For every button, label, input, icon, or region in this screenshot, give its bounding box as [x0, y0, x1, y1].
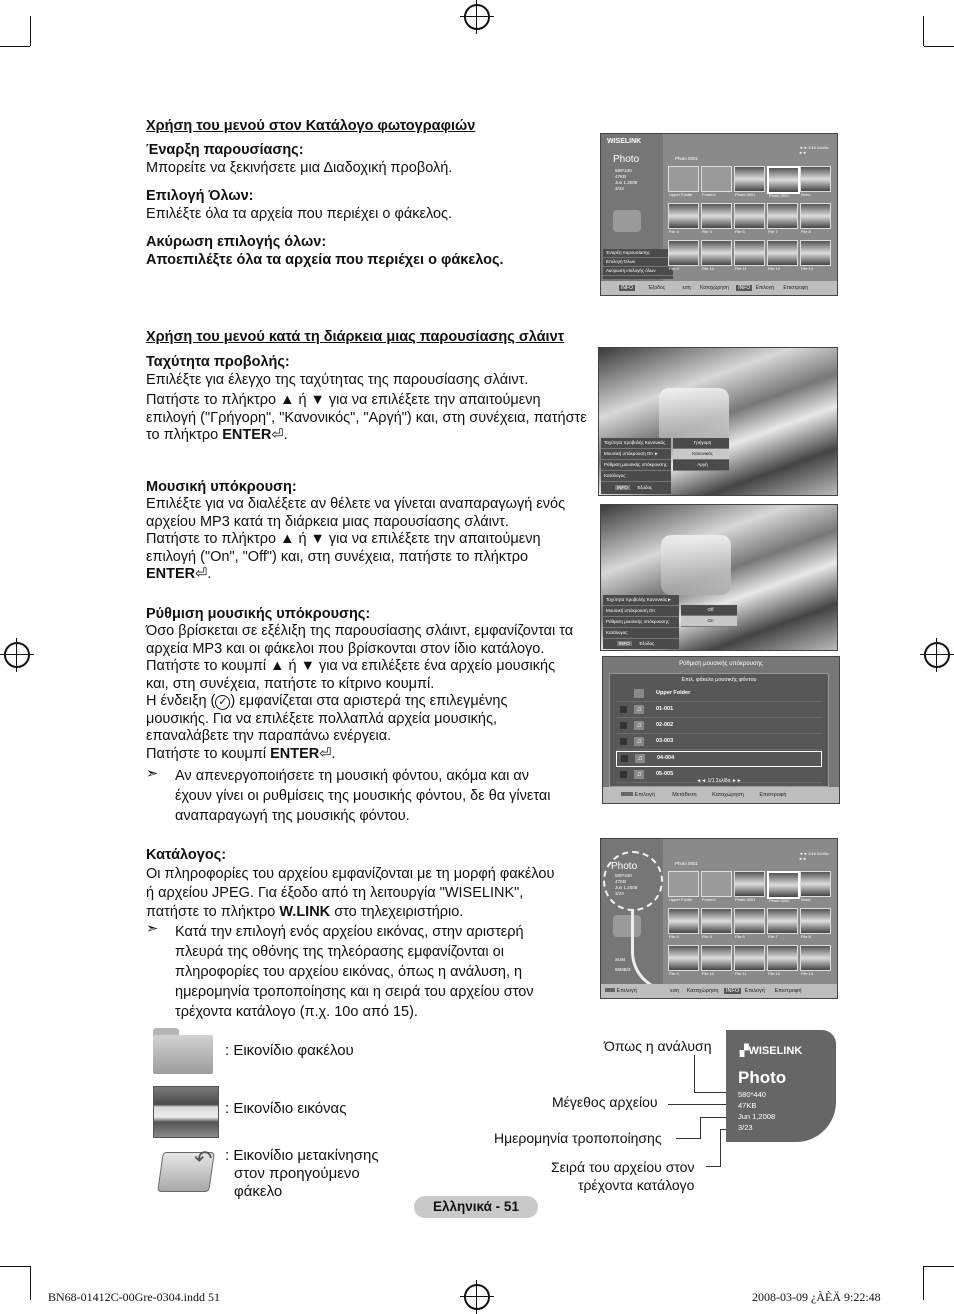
thumbnail-item[interactable] — [734, 203, 765, 234]
thumbnail-label: File 9 — [669, 266, 679, 271]
move-button[interactable]: Μετάθεση — [672, 792, 697, 798]
page-indicator: ◄◄ 1/16 Σελίδα ►► — [799, 851, 829, 861]
return-button[interactable]: Επιστροφή — [783, 285, 808, 291]
enter-button[interactable]: Καταχώρηση — [700, 285, 729, 291]
menu-music-setting[interactable]: Ρύθμιση μουσικής υπόκρουσης — [603, 617, 679, 628]
thumbnail-label: File 8 — [801, 934, 811, 939]
thumbnail-label: File 11 — [735, 266, 747, 271]
info-resolution: 580*440 — [738, 1090, 766, 1099]
check-icon: ✓ — [215, 695, 230, 710]
thumbnail-label: File 5 — [702, 934, 712, 939]
thumbnail-item[interactable] — [668, 945, 699, 976]
thumbnail-label: File 13 — [801, 266, 814, 271]
setting-text: και, στη συνέχεια, πατήστε το κίτρινο κουμπί. — [146, 675, 435, 692]
info-values — [738, 1089, 775, 1133]
legend-image: : Εικονίδιο εικόνας — [225, 1100, 347, 1117]
enter-icon: ⏎ — [195, 566, 208, 582]
music-note-icon: ♫ — [634, 705, 644, 714]
setting-text: Όσο βρίσκεται σε εξέλιξη της παρουσίασης σλάιντ, εμφανίζονται τα — [146, 623, 574, 639]
thumbnail-item[interactable] — [800, 945, 831, 976]
callout-order: Σειρά του αρχείου στον τρέχοντα κατάλογο — [551, 1159, 695, 1193]
thumbnail-label: Photo 0002 — [769, 193, 790, 198]
thumbnail-item[interactable] — [734, 166, 765, 197]
menu-background-music[interactable]: Μουσική υπόκρουση On ► — [601, 449, 671, 460]
sidebar-title: Photo — [613, 154, 640, 165]
thumbnail-item[interactable] — [767, 240, 798, 271]
folder-name: Photo 0001 — [675, 156, 699, 161]
enter-icon: ⏎ — [319, 745, 332, 762]
menu-select-all[interactable]: Επιλογή Όλων — [603, 258, 673, 267]
menu-deselect-all[interactable]: Ακύρωση επιλογής όλων — [603, 267, 673, 276]
callout-line — [706, 1166, 721, 1167]
info-key[interactable]: INFO — [726, 988, 740, 994]
thumbnail-label: File 10 — [702, 266, 715, 271]
crop-mark — [924, 1266, 954, 1267]
note-catalog: Κατά την επιλογή ενός αρχείου εικόνας, στην αριστερή πλευρά της οθόνης της τηλεόρασης εμφανίζονται οι πληροφορίες του αρχείου εικόνας, όπως η ανάλυση, η ημερομηνία τροποποίησης και η σειρά του αρχείου στον τρέχοντα κατάλογο (π.χ. 10ο από 15). — [175, 923, 534, 1020]
thumbnail-label: File 11 — [735, 971, 747, 976]
registration-mark-icon — [4, 642, 30, 668]
thumbnail-item[interactable] — [701, 203, 732, 234]
select-button[interactable]: Επιλογή — [616, 988, 637, 994]
setting-text: Πατήστε το κουμπί ▲ ή ▼ για να επιλέξετε ένα αρχείο μουσικής — [146, 658, 556, 674]
music-checkbox[interactable] — [620, 706, 627, 713]
speed-text: Πατήστε το πλήκτρο ▲ ή ▼ για να επιλέξετε την απαιτούμενη — [146, 392, 541, 408]
page-number-badge: Ελληνικά - 51 — [414, 1196, 538, 1218]
folder-name: Photo 0001 — [675, 861, 699, 866]
music-note-icon: ♫ — [634, 770, 644, 779]
page-indicator: ◄◄ 1/1 Σελίδα ►► — [696, 778, 742, 784]
thumbnail-item[interactable] — [734, 945, 765, 976]
menu-catalog[interactable]: Κατάλογος — [601, 471, 671, 482]
catalog-text: ή αρχείου JPEG. Για έξοδο από τη λειτουργία "WISELINK", — [146, 884, 524, 901]
info-title: Photo — [738, 1068, 787, 1087]
return-button[interactable]: Επιστροφή — [759, 792, 787, 798]
waterfall-image — [661, 535, 731, 595]
dialog-title: Ρύθμιση μουσικής υπόκρουσης — [679, 661, 763, 667]
thumbnail-label: File 13 — [801, 971, 814, 976]
speed-text: το πλήκτρο ENTER⏎. — [146, 427, 288, 443]
music-text: επιλογή ("On", "Off") και, στη συνέχεια, πατήστε το πλήκτρο — [146, 548, 529, 565]
menu-speed[interactable]: Ταχύτητα προβολής Κανονικός — [601, 438, 671, 449]
thumbnail-label: File 6 — [735, 934, 745, 939]
crop-mark — [924, 46, 954, 47]
info-button[interactable]: INFO — [621, 285, 633, 291]
thumbnail-label: File 12 — [768, 971, 781, 976]
thumbnail-item[interactable] — [767, 908, 798, 939]
thumbnail-label: File 8 — [801, 229, 811, 234]
wiselink-logo: ▞WISELINK — [740, 1045, 803, 1057]
enter-button[interactable]: Καταχώρηση — [686, 988, 719, 994]
thumbnail-item[interactable] — [767, 871, 800, 903]
camera-icon — [613, 210, 641, 232]
return-button[interactable]: Επιστροφή — [774, 988, 802, 994]
music-list-panel — [609, 673, 829, 787]
thumbnail-item[interactable] — [800, 871, 831, 902]
info-key[interactable]: INFO — [738, 285, 751, 291]
thumbnail-item[interactable] — [800, 240, 831, 271]
setting-heading: Ρύθμιση μουσικής υπόκρουσης: — [146, 605, 371, 622]
music-list — [610, 687, 828, 783]
note-arrow-icon: ➣ — [146, 921, 159, 937]
music-text: Πατήστε το πλήκτρο ▲ ή ▼ για να επιλέξετε την απαιτούμενη — [146, 531, 541, 547]
setting-text: μουσικής. Για να επιλέξετε πολλαπλά αρχεία μουσικής, — [146, 710, 498, 727]
bottom-bar — [601, 281, 837, 295]
thumbnail-label: File 4 — [669, 934, 679, 939]
thumbnail-label: None — [801, 192, 811, 197]
legend-folder: : Εικονίδιο φακέλου — [225, 1042, 354, 1059]
thumbnail-item[interactable] — [800, 203, 831, 234]
callout-line — [700, 1117, 701, 1139]
photo-menu-popup — [603, 249, 673, 279]
thumbnail-label: File 9 — [669, 971, 679, 976]
speed-options — [673, 438, 729, 470]
menu-catalog[interactable]: Κατάλογος — [603, 628, 679, 639]
enter-icon: ⏎ — [271, 427, 284, 443]
folder-icon — [634, 689, 644, 698]
storage-info: SUM 86MB/3 — [615, 957, 631, 972]
music-list-item[interactable]: Upper Folder — [616, 687, 822, 702]
callout-line — [694, 1055, 695, 1093]
section-photo-menu — [146, 118, 586, 269]
crop-mark — [923, 1266, 924, 1300]
crop-mark — [923, 16, 924, 46]
thumbnail-item[interactable] — [767, 166, 800, 198]
note-music: Αν απενεργοποιήσετε τη μουσική φόντου, ακόμα και αν έχουν γίνει οι ρυθμίσεις της μουσικής φόντου, δε θα γίνεται αναπαραγωγή της μουσικής φόντου. — [175, 768, 551, 824]
thumbnail-label: Photo 0002 — [769, 898, 790, 903]
music-checkbox[interactable] — [621, 755, 628, 762]
info-button[interactable]: INFO — [619, 641, 630, 646]
bottom-bar — [601, 984, 837, 998]
screenshot-background-music — [600, 504, 838, 651]
speed-text: Επιλέξτε για έλεγχο της ταχύτητας της παρουσίασης σλάιντ. — [146, 371, 529, 388]
callout-resolution: Όπως η ανάλυση — [604, 1038, 712, 1054]
callout-line — [720, 1129, 721, 1167]
option-fast[interactable]: Γρήγορη — [673, 438, 729, 449]
brand-logo: WISELINK — [607, 138, 642, 145]
option-normal[interactable]: Κανονικός — [673, 449, 729, 460]
speed-heading: Ταχύτητα προβολής: — [146, 354, 290, 370]
photo-info-panel — [726, 1030, 836, 1142]
page-indicator: ◄◄ 1/16 Σελίδα ►► — [799, 145, 829, 155]
menu-music-setting[interactable]: Ρύθμιση μουσικής υπόκρουσης — [601, 460, 671, 471]
crop-mark — [0, 46, 30, 47]
music-list-item[interactable]: ♫ 01-001 — [616, 703, 822, 718]
music-text: ENTER⏎. — [146, 566, 212, 582]
enter-button[interactable]: Καταχώρηση — [712, 792, 744, 798]
music-text: Επιλέξτε για να διαλέξετε αν θέλετε να γίνεται αναπαραγωγή ενός — [146, 496, 566, 512]
callout-date: Ημερομηνία τροποποίησης — [494, 1130, 662, 1146]
setting-text: επαναλάβετε την παραπάνω ενέργεια. — [146, 728, 392, 744]
select-button[interactable]: Επιλογή — [755, 285, 774, 291]
thumbnail-label: Forder1 — [702, 192, 717, 197]
music-list-item[interactable]: ♫ 04-004 — [616, 751, 822, 767]
highlight-circle — [603, 851, 663, 911]
image-icon — [153, 1086, 219, 1138]
thumbnail-item[interactable] — [668, 871, 699, 902]
sidebar-info: 580*440 47KB Jun 1,2008 3/23 — [615, 873, 638, 896]
music-checkbox[interactable] — [620, 771, 627, 778]
thumbnail-item[interactable] — [734, 871, 765, 902]
thumbnail-label: Forder1 — [702, 897, 717, 902]
slideshow-menu — [601, 438, 671, 494]
thumbnail-item[interactable] — [734, 908, 765, 939]
thumbnail-label: Photo 0001 — [735, 897, 756, 902]
select-button[interactable]: Επιλογή — [634, 792, 655, 798]
setting-text: Η ένδειξη ( ✓ ) εμφανίζεται στα αριστερά της επιλεγμένης — [146, 693, 508, 709]
thumbnail-label: Photo 0001 — [735, 192, 756, 197]
setting-text: αρχεία MP3 και οι φάκελοι που βρίσκονται στον ίδιο κατάλογο. — [146, 640, 545, 657]
setting-text: Πατήστε το κουμπί ENTER⏎. — [146, 745, 336, 762]
thumbnail-item[interactable] — [701, 945, 732, 976]
music-list-item[interactable]: ♫ 05-005 — [616, 768, 822, 783]
selectall-text: Επιλέξτε όλα τα αρχεία που περιέχει ο φάκελος. — [146, 205, 453, 222]
thumbnail-item[interactable] — [668, 240, 699, 271]
bar-label: εση — [682, 285, 691, 291]
selectall-heading: Επιλογή Όλων: — [146, 188, 254, 204]
thumbnail-label: File 10 — [702, 971, 715, 976]
catalog-text: Οι πληροφορίες του αρχείου εμφανίζονται με τη μορφή φακέλου — [146, 865, 555, 882]
thumbnail-label: File 4 — [669, 229, 679, 234]
info-button[interactable]: INFO — [617, 485, 628, 490]
slideshow-menu — [603, 595, 679, 649]
option-off[interactable]: Off — [681, 605, 737, 616]
legend-back: : Εικονίδιο μετακίνησης στον προηγούμενο φάκελο — [225, 1147, 379, 1200]
registration-mark-icon — [464, 4, 490, 30]
info-date: Jun 1,2008 — [738, 1112, 776, 1121]
menu-speed[interactable]: Ταχύτητα προβολής Κανονικός► — [603, 595, 679, 606]
music-options — [681, 605, 737, 627]
folder-back-icon: ↶ — [160, 1146, 214, 1190]
bottom-bar — [603, 787, 839, 803]
crop-mark — [0, 1266, 30, 1267]
info-size: 47KB — [738, 1101, 757, 1110]
exit-button[interactable]: Έξοδος — [648, 285, 666, 291]
bar-label: εση — [670, 988, 680, 994]
music-heading: Μουσική υπόκρουση: — [146, 478, 297, 495]
option-on[interactable]: On — [681, 616, 737, 627]
thumbnail-item[interactable] — [701, 166, 732, 197]
callout-line — [676, 1138, 700, 1139]
thumbnail-item[interactable] — [701, 871, 732, 902]
thumbnail-item[interactable] — [668, 166, 699, 197]
thumbnail-item[interactable] — [701, 908, 732, 939]
footer-file: BN68-01412C-00Gre-0304.indd 51 — [48, 1290, 220, 1304]
thumbnail-item[interactable] — [800, 166, 831, 197]
deselect-heading: Ακύρωση επιλογής όλων: — [146, 234, 327, 250]
catalog-text: πατήστε το πλήκτρο W.LINK στο τηλεχειριστήριο. — [146, 903, 464, 920]
thumbnail-label: File 7 — [768, 934, 778, 939]
folder-icon — [153, 1028, 213, 1074]
music-list-item[interactable]: ♫ 03-003 — [616, 735, 822, 750]
start-heading: Έναρξη παρουσίασης: — [146, 142, 304, 158]
option-slow[interactable]: Αργή — [673, 460, 729, 471]
thumbnail-label: File 6 — [735, 229, 745, 234]
dialog-subtitle: Επιλ. φάκελο μουσικής φόντου — [681, 677, 757, 683]
music-list-item[interactable]: ♫ 02-002 — [616, 719, 822, 734]
callout-size: Μέγεθος αρχείου — [552, 1094, 658, 1110]
thumbnail-item[interactable] — [668, 203, 699, 234]
crop-mark — [30, 1266, 31, 1300]
speed-text: επιλογή ("Γρήγορη", "Κανονικός", "Αργή") και, στη συνέχεια, πατήστε — [146, 409, 587, 426]
exit-button[interactable]: Έξοδος — [639, 641, 655, 646]
menu-background-music[interactable]: Μουσική υπόκρουση On — [603, 606, 679, 617]
footer-timestamp: 2008-03-09 ¿ÀÈÄ 9:22:48 — [752, 1290, 881, 1304]
music-checkbox[interactable] — [620, 738, 627, 745]
thumbnail-label: File 5 — [702, 229, 712, 234]
thumbnail-item[interactable] — [734, 240, 765, 271]
sidebar-info: 580*440 47KB Jun 1,2008 3/23 — [615, 168, 638, 191]
thumbnail-item[interactable] — [800, 908, 831, 939]
music-text: αρχείου MP3 κατά τη διάρκεια μιας παρουσίασης σλάιντ. — [146, 513, 509, 530]
thumbnail-label: None — [801, 897, 811, 902]
catalog-heading: Κατάλογος: — [146, 847, 227, 863]
note-arrow-icon: ➣ — [146, 766, 159, 782]
start-text: Μπορείτε να ξεκινήσετε μια Διαδοχική προβολή. — [146, 159, 453, 176]
crop-mark — [30, 16, 31, 46]
registration-mark-icon — [924, 642, 950, 668]
thumbnail-item[interactable] — [668, 908, 699, 939]
thumbnail-item[interactable] — [701, 240, 732, 271]
info-order: 3/23 — [738, 1123, 753, 1132]
deselect-text: Αποεπιλέξτε όλα τα αρχεία που περιέχει ο φάκελος. — [146, 251, 504, 268]
thumbnail-label: File 7 — [768, 229, 778, 234]
thumbnail-label: Upper Folder — [669, 897, 693, 902]
sidebar-title: Photo — [611, 861, 638, 872]
thumbnail-label: File 12 — [768, 266, 781, 271]
screenshot-music-setting — [602, 656, 840, 804]
select-button[interactable]: Επιλογή — [744, 988, 765, 994]
thumbnail-item[interactable] — [767, 945, 798, 976]
music-checkbox[interactable] — [620, 722, 627, 729]
exit-button[interactable]: Έξοδος — [637, 485, 653, 490]
menu-start-slideshow[interactable]: Έναρξη παρουσίασης — [603, 249, 673, 258]
registration-mark-icon — [464, 1284, 490, 1310]
music-note-icon: ♫ — [634, 721, 644, 730]
music-note-icon: ♫ — [634, 737, 644, 746]
section-title: Χρήση του μενού κατά τη διάρκεια μιας παρουσίασης σλάιντ — [146, 329, 565, 345]
section-title: Χρήση του μενού στον Κατάλογο φωτογραφιών — [146, 118, 476, 134]
music-note-icon: ♫ — [635, 754, 645, 763]
screenshot-catalog — [600, 838, 838, 999]
screenshot-photo-list — [600, 133, 838, 296]
thumbnail-label: Upper Folder — [669, 192, 693, 197]
thumbnail-item[interactable] — [767, 203, 798, 234]
screenshot-slideshow-speed — [598, 347, 838, 496]
section-slideshow-menu — [146, 329, 592, 1022]
